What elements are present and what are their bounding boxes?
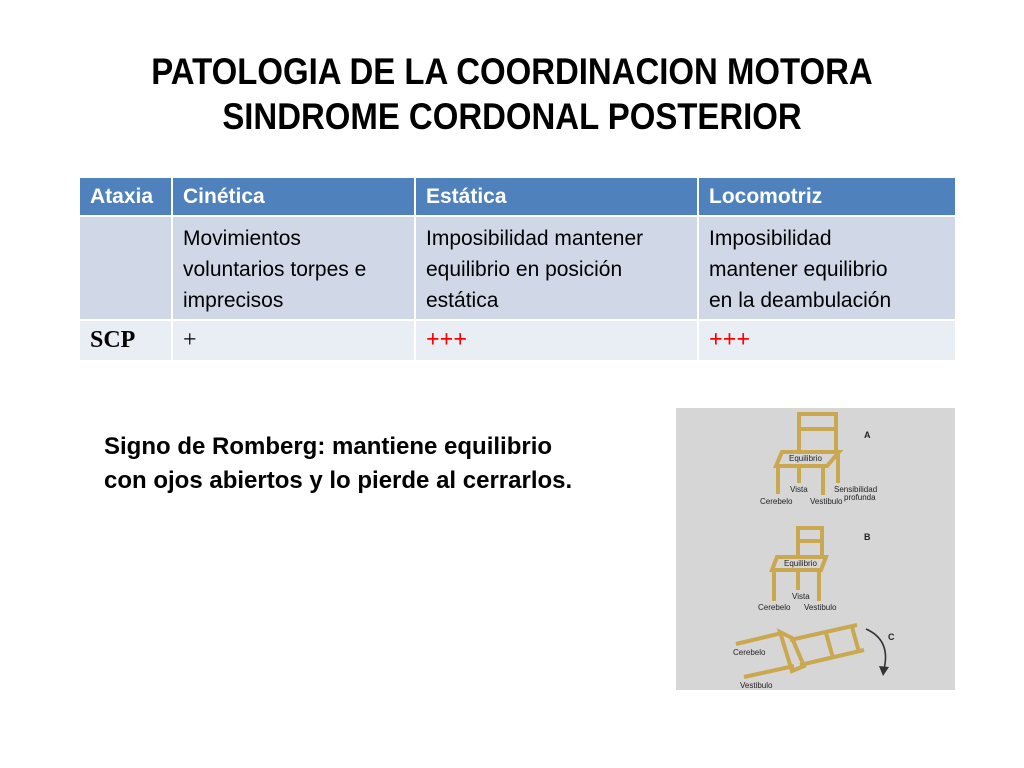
table-cell-estatica-description: Imposibilidad mantener equilibrio en posición estática xyxy=(416,217,697,319)
table-header-ataxia: Ataxia xyxy=(80,178,171,215)
romberg-chair-diagram xyxy=(676,408,955,690)
fall-arrow-icon xyxy=(866,629,886,669)
panel-b-letter: B xyxy=(864,532,871,542)
chair-b-vision-label: Vista xyxy=(792,592,810,601)
chair-c-leg-vestibule xyxy=(744,666,794,677)
panel-c-letter: C xyxy=(888,632,895,642)
table-header-locomotriz: Locomotriz xyxy=(699,178,955,215)
ataxia-table xyxy=(80,178,955,360)
romberg-sign-note: Signo de Romberg: mantiene equilibrio con ojos abiertos y lo pierde al cerrarlos. xyxy=(104,433,573,494)
chair-a-proprioception-label-2: profunda xyxy=(844,493,876,502)
table-cell-scp-cinetica: + xyxy=(173,321,414,360)
panel-a-letter: A xyxy=(864,430,871,440)
title-line-1: PATOLOGIA DE LA COORDINACION MOTORA xyxy=(151,51,873,92)
chair-a-backrest xyxy=(797,413,838,453)
fall-arrowhead-icon xyxy=(879,666,889,676)
romberg-figure xyxy=(676,408,955,690)
table-cell-cinetica-description: Movimientos voluntarios torpes e imprecisos xyxy=(173,217,414,319)
chair-a-cerebellum-label: Cerebelo xyxy=(760,497,793,506)
chair-a-vestibule-label: Vestibulo xyxy=(810,497,843,506)
chair-b-vestibule-label: Vestibulo xyxy=(804,603,837,612)
chair-a-vision-label: Vista xyxy=(790,485,808,494)
chair-c-cerebellum-label: Cerebelo xyxy=(733,648,766,657)
chair-b-seat-label: Equilibrio xyxy=(784,559,817,568)
chair-b-cerebellum-label: Cerebelo xyxy=(758,603,791,612)
title-line-2: SINDROME CORDONAL POSTERIOR xyxy=(222,96,802,137)
table-header-estatica: Estática xyxy=(416,178,697,215)
slide-title xyxy=(0,49,1024,139)
table-cell-scp-estatica: +++ xyxy=(416,321,697,360)
table-header-cinetica: Cinética xyxy=(173,178,414,215)
chair-a-seat-label: Equilibrio xyxy=(789,454,822,463)
chair-c-leg-cerebellum xyxy=(736,633,782,644)
table-cell-scp-locomotriz: +++ xyxy=(699,321,955,360)
chair-c-vestibule-label: Vestibulo xyxy=(740,681,773,690)
table-cell-scp-label: SCP xyxy=(80,321,171,360)
chair-b-backrest xyxy=(796,526,824,557)
table-cell-locomotriz-description: Imposibilidad mantener equilibrio en la deambulación xyxy=(699,217,955,319)
table-cell-description-label xyxy=(80,217,171,319)
chair-a-proprioception-label-1: Sensibilidad xyxy=(834,485,878,494)
